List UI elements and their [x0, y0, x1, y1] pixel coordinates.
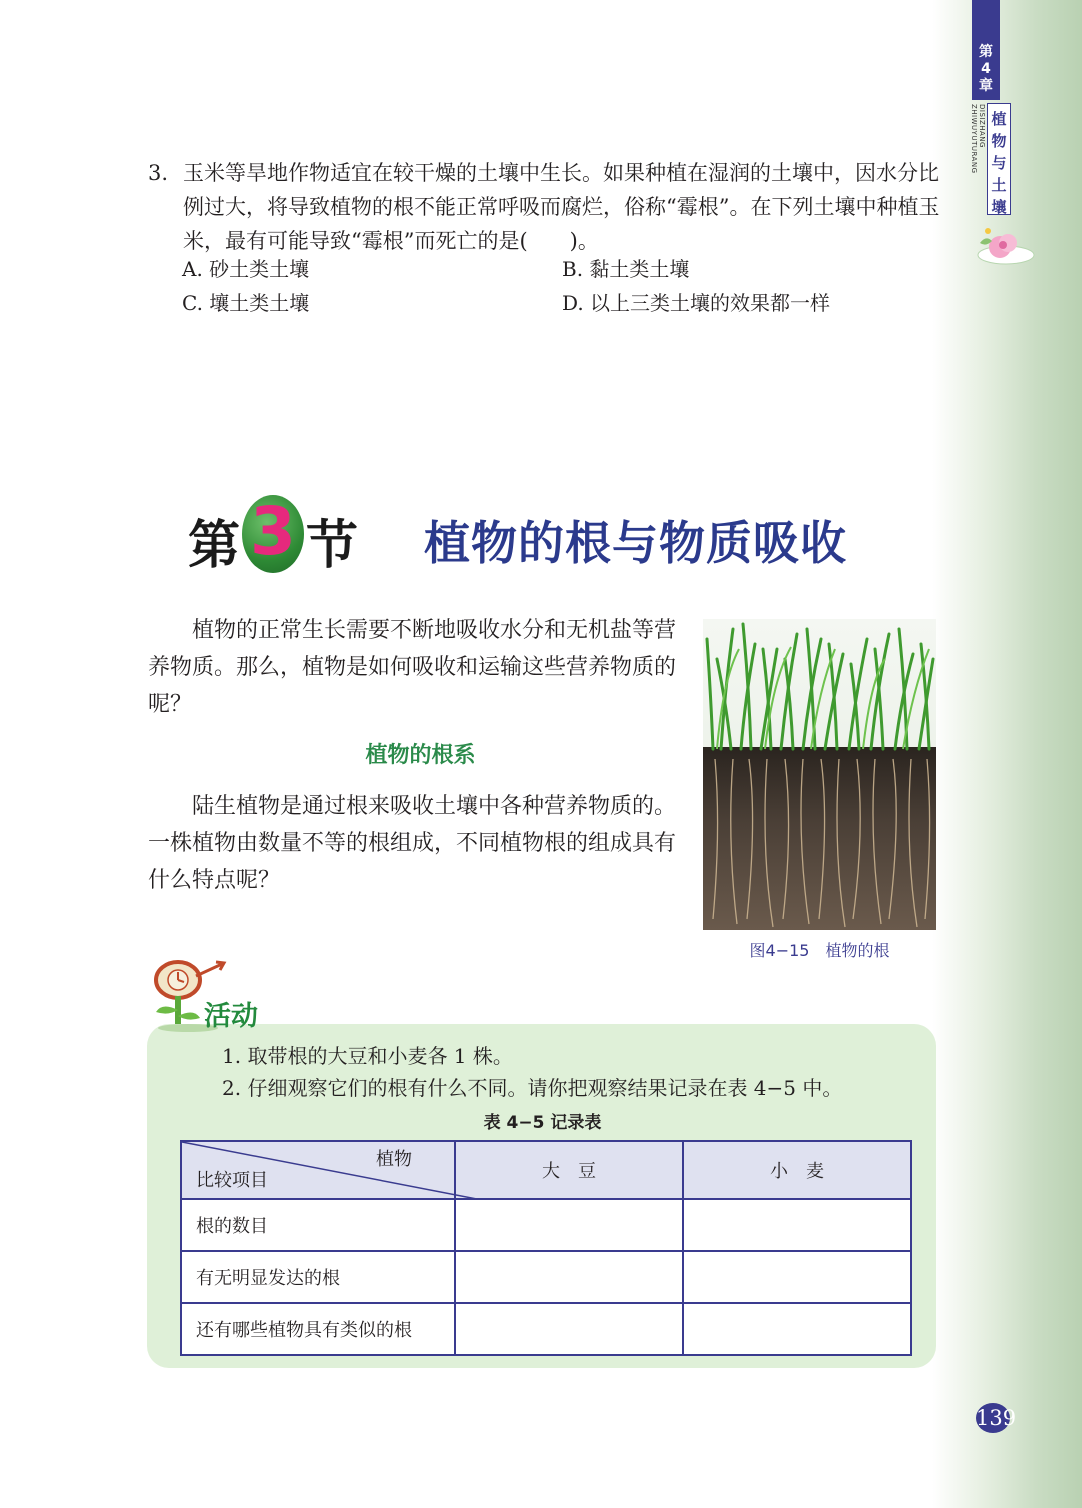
option-b: B. 黏土类土壤 — [562, 257, 690, 281]
figure-caption: 图4−15 植物的根 — [749, 941, 890, 960]
table-row — [181, 1199, 911, 1251]
chapter-tab — [972, 0, 1000, 100]
cell-soybean[interactable] — [455, 1303, 683, 1355]
activity-step-2: 2. 仔细观察它们的根有什么不同。请你把观察结果记录在表 4−5 中。 — [222, 1076, 843, 1100]
table-header-row — [181, 1141, 911, 1199]
chapter-name-char: 土 — [991, 176, 1007, 194]
row-label: 还有哪些植物具有类似的根 — [181, 1303, 455, 1355]
activity-step-1: 1. 取带根的大豆和小麦各 1 株。 — [222, 1044, 513, 1068]
section-number: 3 — [250, 493, 296, 570]
cell-soybean[interactable] — [455, 1199, 683, 1251]
row-label: 有无明显发达的根 — [181, 1251, 455, 1303]
chapter-name — [987, 103, 1011, 215]
intro-paragraph: 植物的正常生长需要不断地吸收水分和无机盐等营养物质。那么，植物是如何吸收和运输这些营养物质的呢？ — [148, 618, 677, 717]
cell-wheat[interactable] — [683, 1303, 911, 1355]
corner-label-item: 比较项目 — [196, 1170, 268, 1191]
record-table — [180, 1140, 912, 1356]
subheading: 植物的根系 — [365, 743, 476, 768]
chapter-label-char: 第 — [979, 44, 993, 60]
section-suffix: 节 — [306, 515, 359, 576]
flower-icon — [972, 225, 1036, 271]
body-paragraph: 陆生植物是通过根来吸收土壤中各种营养物质的。一株植物由数量不等的根组成，不同植物根的组成具有什么特点呢？ — [148, 794, 677, 893]
chapter-name-char: 植 — [991, 110, 1007, 128]
chapter-label-char: 4 — [981, 61, 991, 77]
cell-wheat[interactable] — [683, 1251, 911, 1303]
section-prefix: 第 — [188, 515, 241, 576]
question-text: 玉米等旱地作物适宜在较干燥的土壤中生长。如果种植在湿润的土壤中，因水分比例过大，将导致植物的根不能正常呼吸而腐烂，俗称“霉根”。在下列土壤中种植玉米，最有可能导致“霉根”而死亡的是( )。 — [183, 161, 940, 253]
table-row — [181, 1251, 911, 1303]
column-header-wheat: 小 麦 — [683, 1141, 911, 1199]
section-title — [188, 495, 888, 585]
column-header-soybean: 大 豆 — [455, 1141, 683, 1199]
chapter-name-char: 物 — [991, 132, 1007, 150]
chapter-name-char: 壤 — [991, 198, 1007, 216]
cell-soybean[interactable] — [455, 1251, 683, 1303]
page-number: 139 — [976, 1403, 1010, 1433]
option-a: A. 砂土类土壤 — [182, 257, 310, 281]
cell-wheat[interactable] — [683, 1199, 911, 1251]
section-heading: 植物的根与物质吸收 — [424, 516, 847, 570]
activity-label: 活动 — [204, 1001, 258, 1032]
row-label: 根的数目 — [181, 1199, 455, 1251]
option-d: D. 以上三类土壤的效果都一样 — [562, 291, 831, 315]
question-number: 3. — [148, 161, 169, 185]
chapter-name-char: 与 — [991, 154, 1007, 172]
question-3 — [148, 156, 948, 258]
chapter-label-char: 章 — [979, 78, 993, 94]
table-row — [181, 1303, 911, 1355]
plant-roots-photo — [703, 619, 936, 930]
option-c: C. 壤土类土壤 — [182, 291, 310, 315]
chapter-pinyin: DISIZHANG ZHIWUYUTURANG — [970, 104, 986, 174]
table-corner-cell — [181, 1141, 455, 1199]
corner-label-plant: 植物 — [376, 1149, 412, 1170]
table-title: 表 4−5 记录表 — [483, 1113, 602, 1133]
